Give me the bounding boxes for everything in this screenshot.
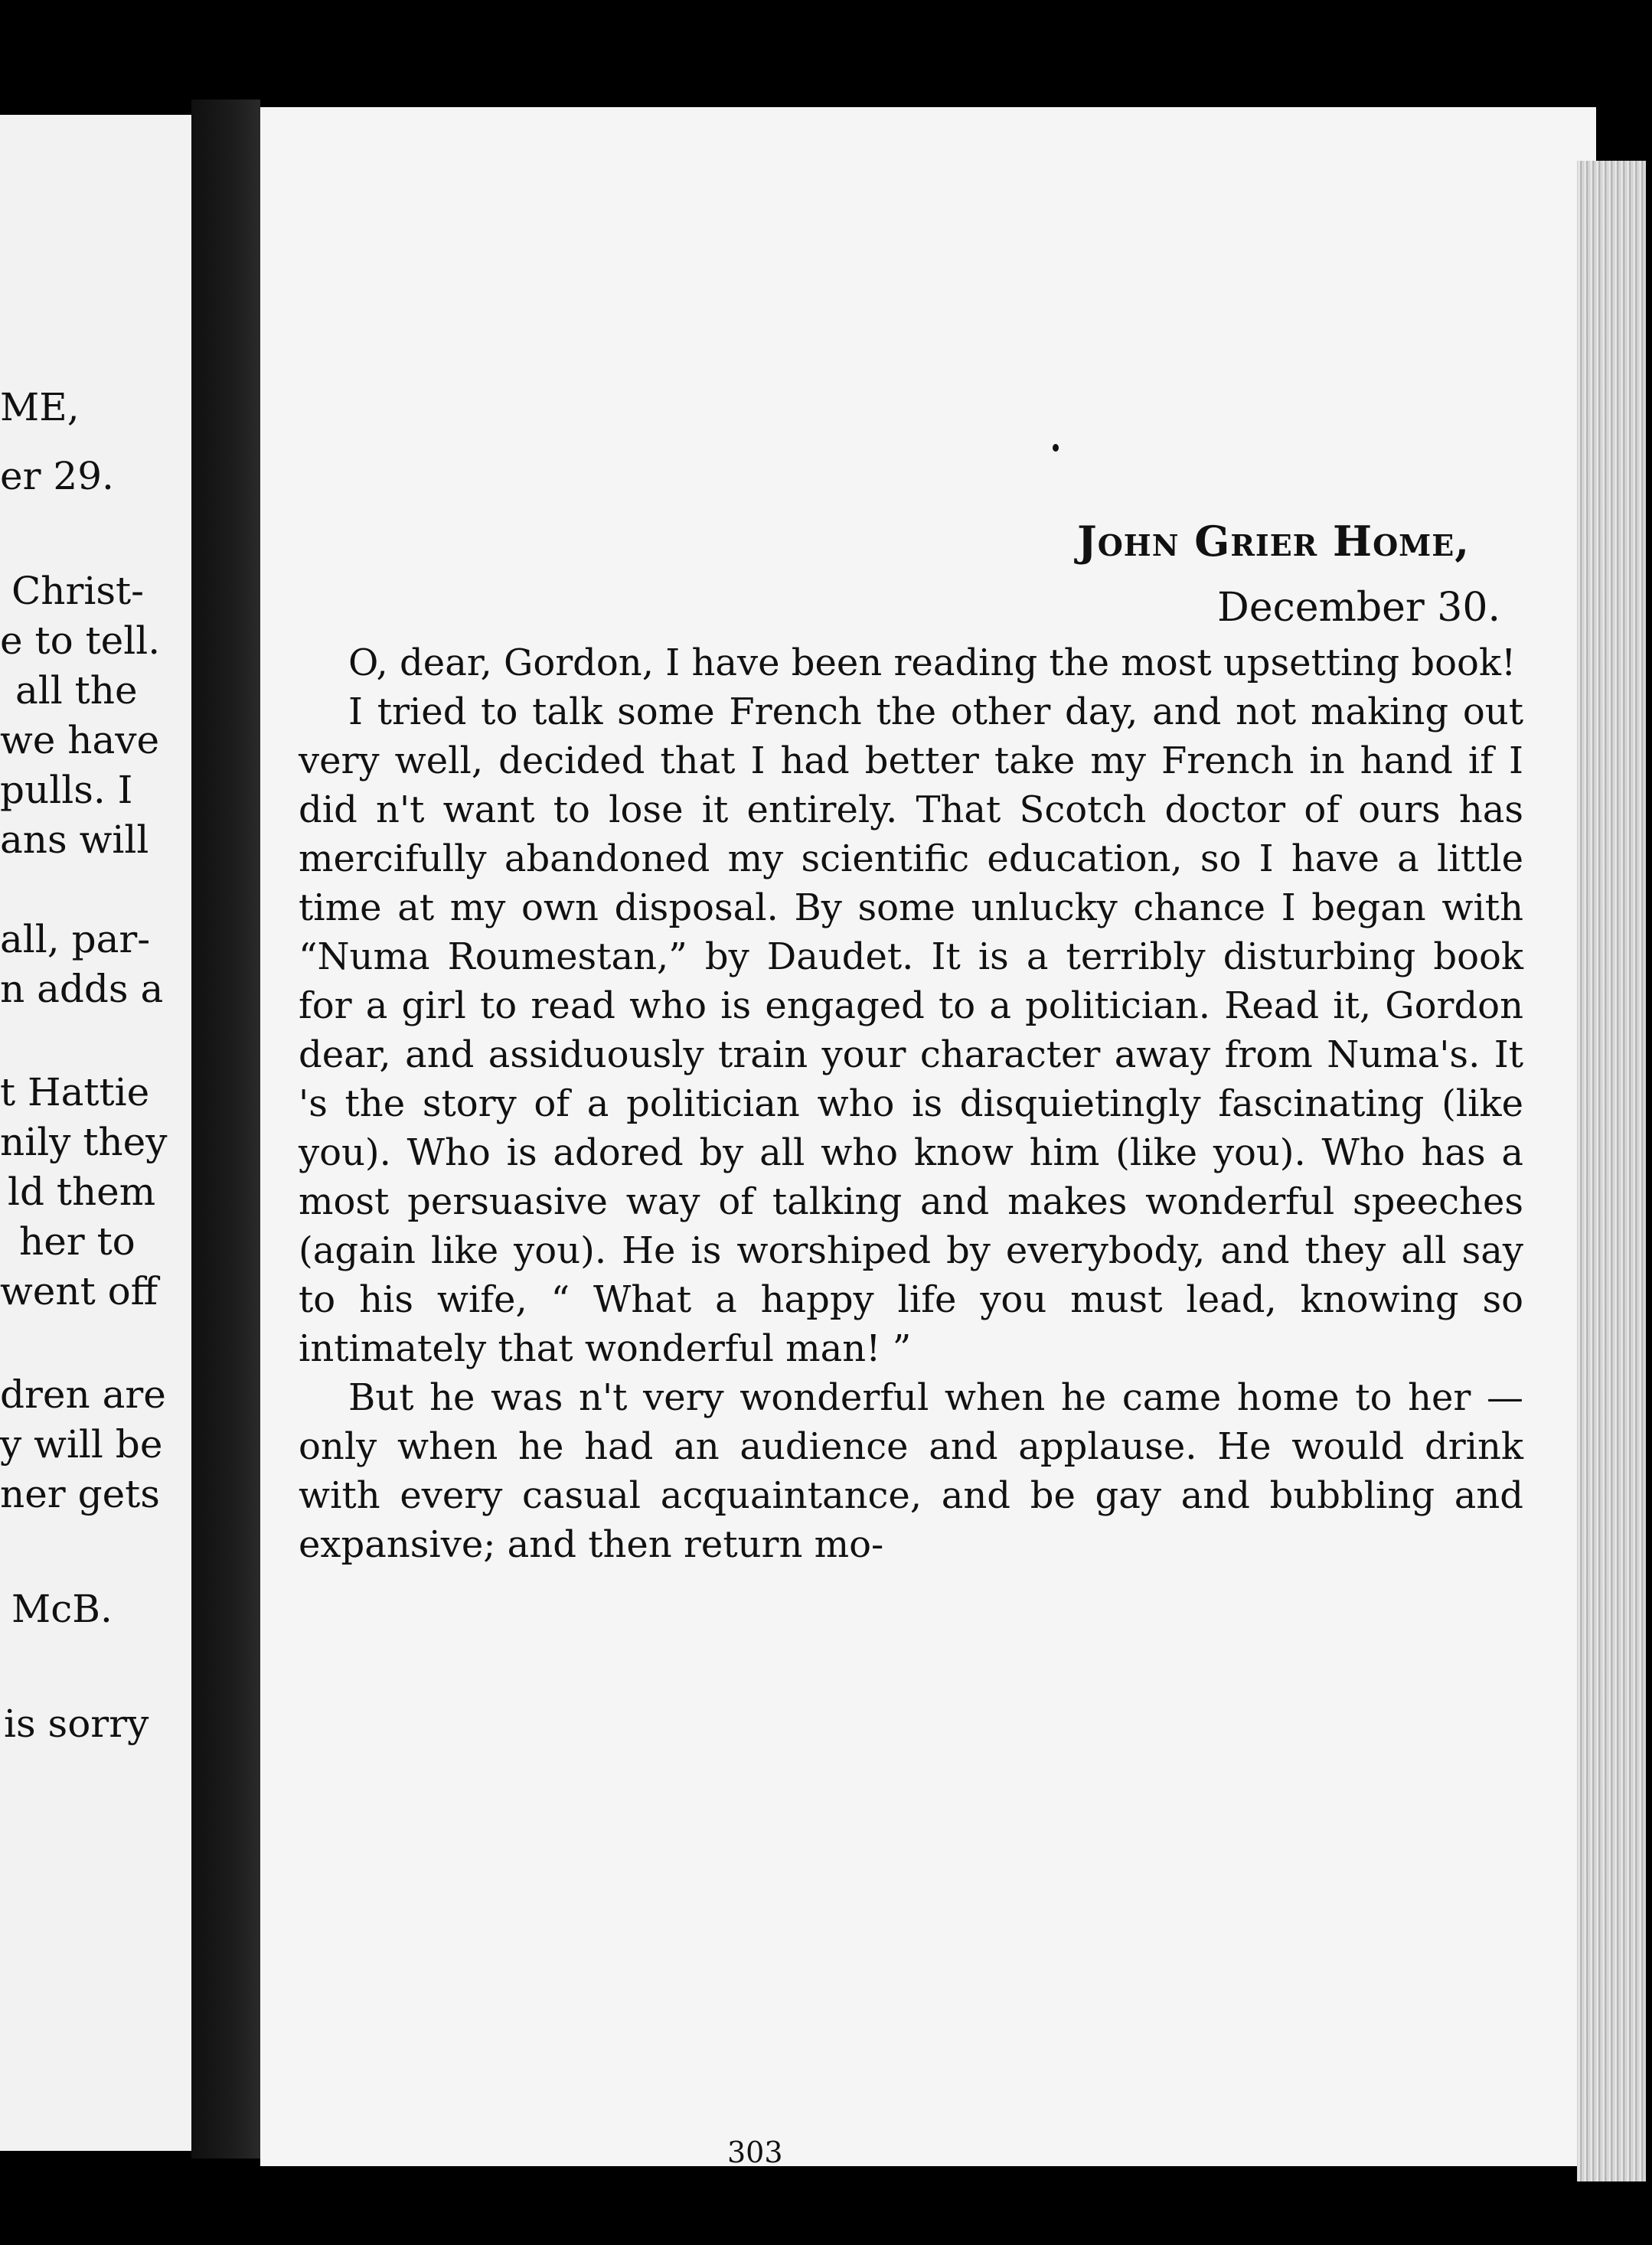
print-speck (1053, 444, 1059, 452)
paragraph: O, dear, Gordon, I have been reading the most upsetting book! (348, 641, 1517, 684)
left-page (0, 115, 191, 2151)
left-fragment: pulls. I (0, 768, 133, 812)
paragraph: I tried to talk some French the other day, and not making out very well, decided that I had better take my French in hand if I did n't want to lose it entirely. That Scotch doctor of ours has mercifully abandoned my scientific education, so I have a little time at my own disposal. By some unlucky chance I began with “Numa Roumestan,” by Daudet. It is a terribly disturbing book for a girl to read who is engaged to a politician. Read it, Gordon dear, and assiduously train your character away from Numa's. It 's the story of a politician who is disquietingly fascinating (like you). Who is adored by all who know him (like you). Who has a most persuasive way of talking and makes wonderful speeches (again like you). He is worshiped by everybody, and they all say to his wife, “ What a happy life you must lead, knowing so intimately that wonderful man! ” (299, 690, 1523, 1370)
left-fragment: ans will (0, 817, 149, 862)
right-page (260, 107, 1596, 2166)
left-fragment: t Hattie (0, 1070, 150, 1114)
left-fragment: nily they (0, 1120, 168, 1164)
left-fragment: ld them (8, 1170, 156, 1214)
left-fragment: e to tell. (0, 618, 161, 663)
left-fragment: ME, (0, 385, 80, 429)
letter-body (299, 517, 1523, 1569)
left-fragment: we have (0, 718, 160, 762)
left-fragment: dren are (0, 1372, 166, 1417)
left-fragment: er 29. (0, 454, 114, 498)
left-fragment: Christ- (11, 569, 144, 613)
book-gutter (191, 100, 260, 2159)
left-fragment: McB. (11, 1587, 113, 1631)
letter-date: December 30. (1217, 585, 1500, 631)
left-fragment: is sorry (4, 1702, 149, 1746)
page-edge-stack (1577, 161, 1646, 2181)
left-fragment: all, par- (0, 917, 151, 961)
paragraph: But he was n't very wonderful when he came home to her — only when he had an audience and applause. He would drink with every casual acquaintance, and be gay and bubbling and expansive; and then return mo- (299, 1376, 1523, 1566)
left-fragment: n adds a (0, 967, 164, 1011)
left-fragment: her to (19, 1219, 135, 1264)
left-fragment: all the (15, 668, 138, 713)
page-number: 303 (727, 2136, 783, 2166)
left-fragment: went off (0, 1269, 158, 1313)
letter-heading: John Grier Home, (1077, 517, 1470, 566)
left-fragment: ner gets (0, 1472, 160, 1516)
left-fragment: y will be (0, 1422, 163, 1467)
